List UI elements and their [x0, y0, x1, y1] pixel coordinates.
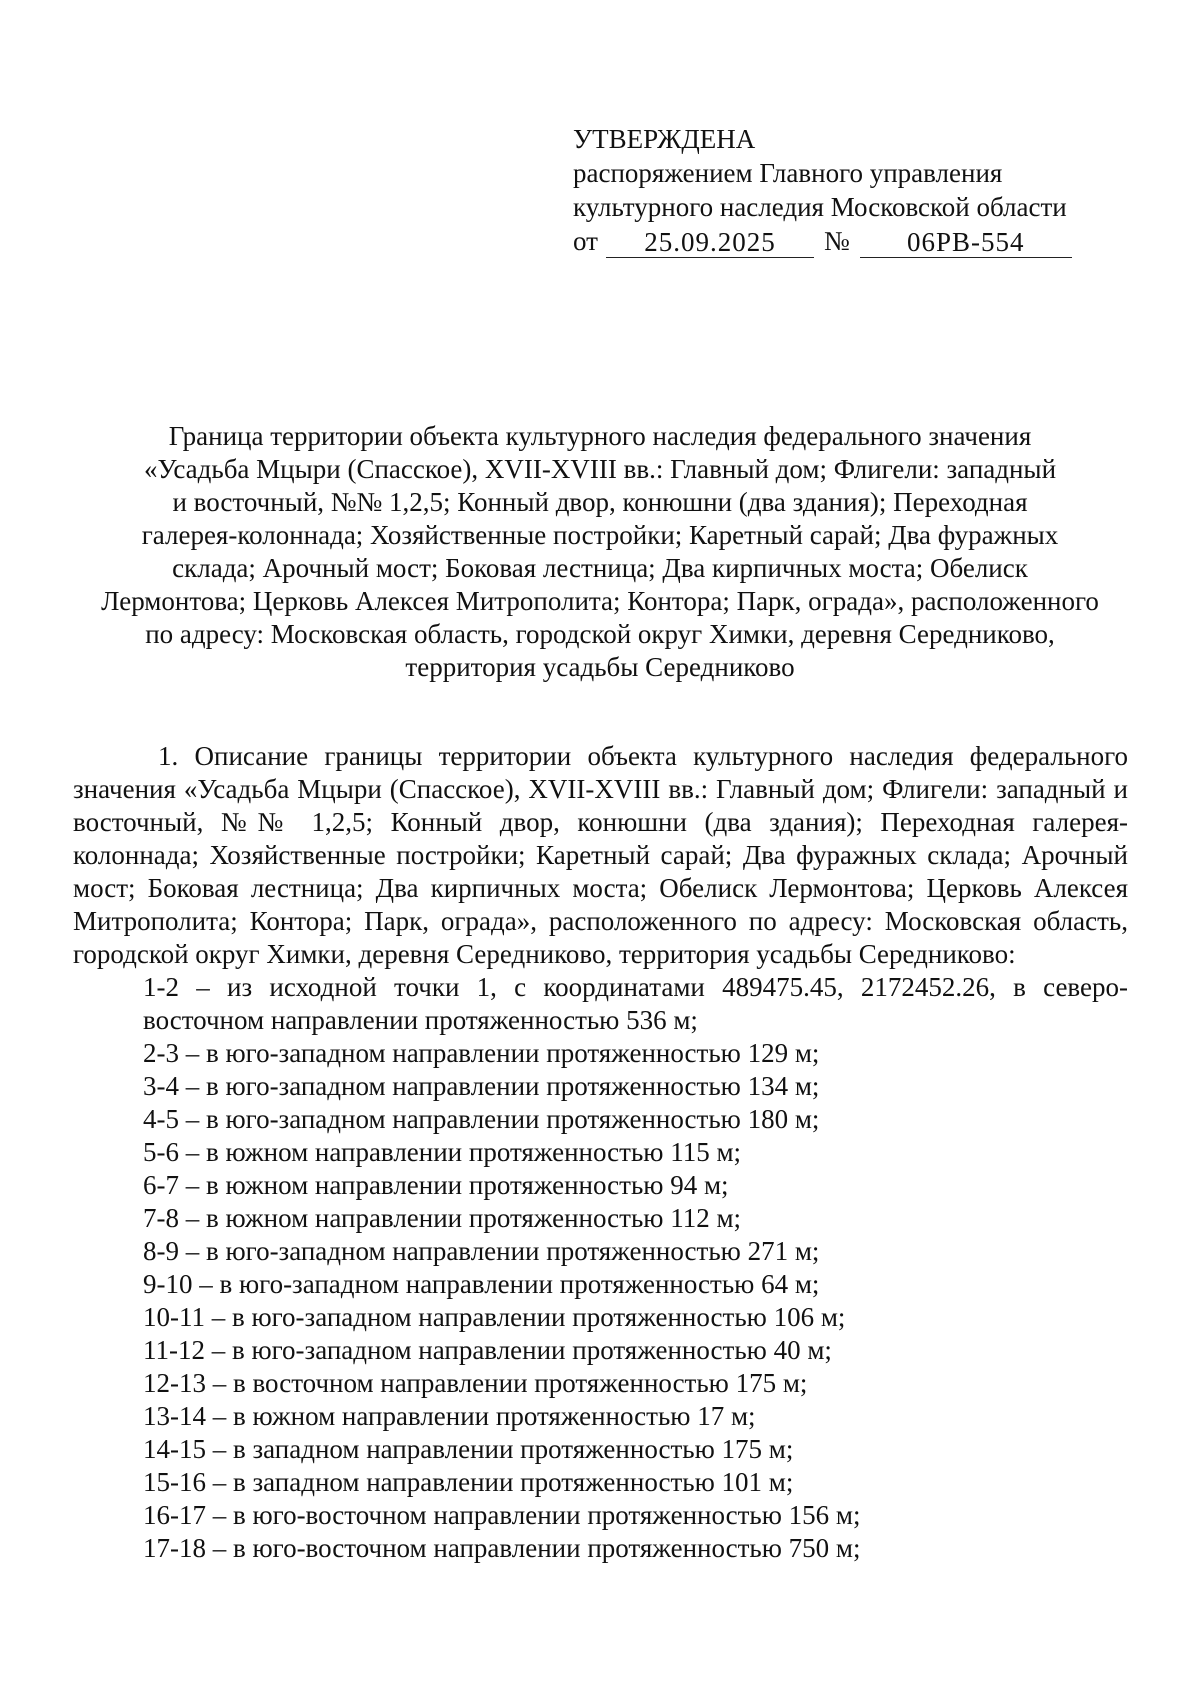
boundary-segment: 12-13 – в восточном направлении протяженностью 175 м; — [143, 1368, 808, 1398]
boundary-segment: 2-3 – в юго-западном направлении протяженностью 129 м; — [143, 1038, 820, 1068]
title-line: склада; Арочный мост; Боковая лестница; Два кирпичных моста; Обелиск — [172, 553, 1028, 583]
boundary-segment: 17-18 – в юго-восточном направлении протяженностью 750 м; — [143, 1533, 861, 1563]
approval-date-row — [573, 224, 1133, 262]
boundary-segment: 4-5 – в юго-западном направлении протяженностью 180 м; — [143, 1104, 820, 1134]
boundary-segment: 8-9 – в юго-западном направлении протяженностью 271 м; — [143, 1236, 820, 1266]
title-line: и восточный, №№ 1,2,5; Конный двор, конюшни (два здания); Переходная — [172, 487, 1028, 517]
boundary-segment: 9-10 – в юго-западном направлении протяженностью 64 м; — [143, 1269, 820, 1299]
approval-heading: УТВЕРЖДЕНА — [573, 124, 756, 154]
number-label: № — [823, 226, 850, 256]
document-title — [60, 420, 1140, 684]
boundary-segment: 6-7 – в южном направлении протяженностью 94 м; — [143, 1170, 729, 1200]
date-value: 25.09.2025 — [606, 227, 814, 258]
number-value: 06РВ-554 — [860, 227, 1072, 258]
section-1-intro: 1. Описание границы территории объекта культурного наследия федерального значения «Усадьба Мцыри (Спасское), XVII-XVIII вв.: Главный дом; Флигели: западный и восточный, №№ 1,2,5; Конный двор, конюшни (два здания); Переходная галерея-колоннада; Хозяйственные постройки; Каретный сарай; Два фуражных склада; Арочный мост; Боковая лестница; Два кирпичных моста; Обелиск Лермонтова; Церковь Алексея Митрополита; Контора; Парк, ограда», расположенного по адресу: Московская область, городской округ Химки, деревня Середниково, территория усадьбы Середниково: — [73, 741, 1128, 969]
boundary-segment: 3-4 – в юго-западном направлении протяженностью 134 м; — [143, 1071, 820, 1101]
boundary-segment: 13-14 – в южном направлении протяженностью 17 м; — [143, 1401, 756, 1431]
boundary-segment: 10-11 – в юго-западном направлении протяженностью 106 м; — [143, 1302, 846, 1332]
boundary-segment: 14-15 – в западном направлении протяженностью 175 м; — [143, 1434, 794, 1464]
title-line: Лермонтова; Церковь Алексея Митрополита; Контора; Парк, ограда», расположенного — [101, 586, 1099, 616]
boundary-segment: 15-16 – в западном направлении протяженностью 101 м; — [143, 1467, 794, 1497]
title-line: галерея-колоннада; Хозяйственные постройки; Каретный сарай; Два фуражных — [141, 520, 1059, 550]
boundary-segment: 7-8 – в южном направлении протяженностью 112 м; — [143, 1203, 742, 1233]
date-label: от — [573, 226, 598, 256]
approval-stamp — [573, 122, 1133, 262]
boundary-segment: 11-12 – в юго-западном направлении протяженностью 40 м; — [143, 1335, 832, 1365]
boundary-segment: 16-17 – в юго-восточном направлении протяженностью 156 м; — [143, 1500, 861, 1530]
approval-line-3: культурного наследия Московской области — [573, 192, 1067, 222]
title-line: Граница территории объекта культурного наследия федерального значения — [168, 421, 1032, 451]
boundary-segment-list — [73, 971, 1128, 1565]
section-1 — [73, 740, 1128, 1565]
title-line: по адресу: Московская область, городской округ Химки, деревня Середниково, — [145, 619, 1055, 649]
boundary-segment: 5-6 – в южном направлении протяженностью 115 м; — [143, 1137, 742, 1167]
approval-line-2: распоряжением Главного управления — [573, 158, 1003, 188]
title-line: территория усадьбы Середниково — [405, 652, 795, 682]
boundary-segment: 1-2 – из исходной точки 1, с координатами 489475.45, 2172452.26, в северо-восточном направлении протяженностью 536 м; — [143, 972, 1128, 1035]
title-line: «Усадьба Мцыри (Спасское), XVII-XVIII вв.: Главный дом; Флигели: западный — [143, 454, 1057, 484]
